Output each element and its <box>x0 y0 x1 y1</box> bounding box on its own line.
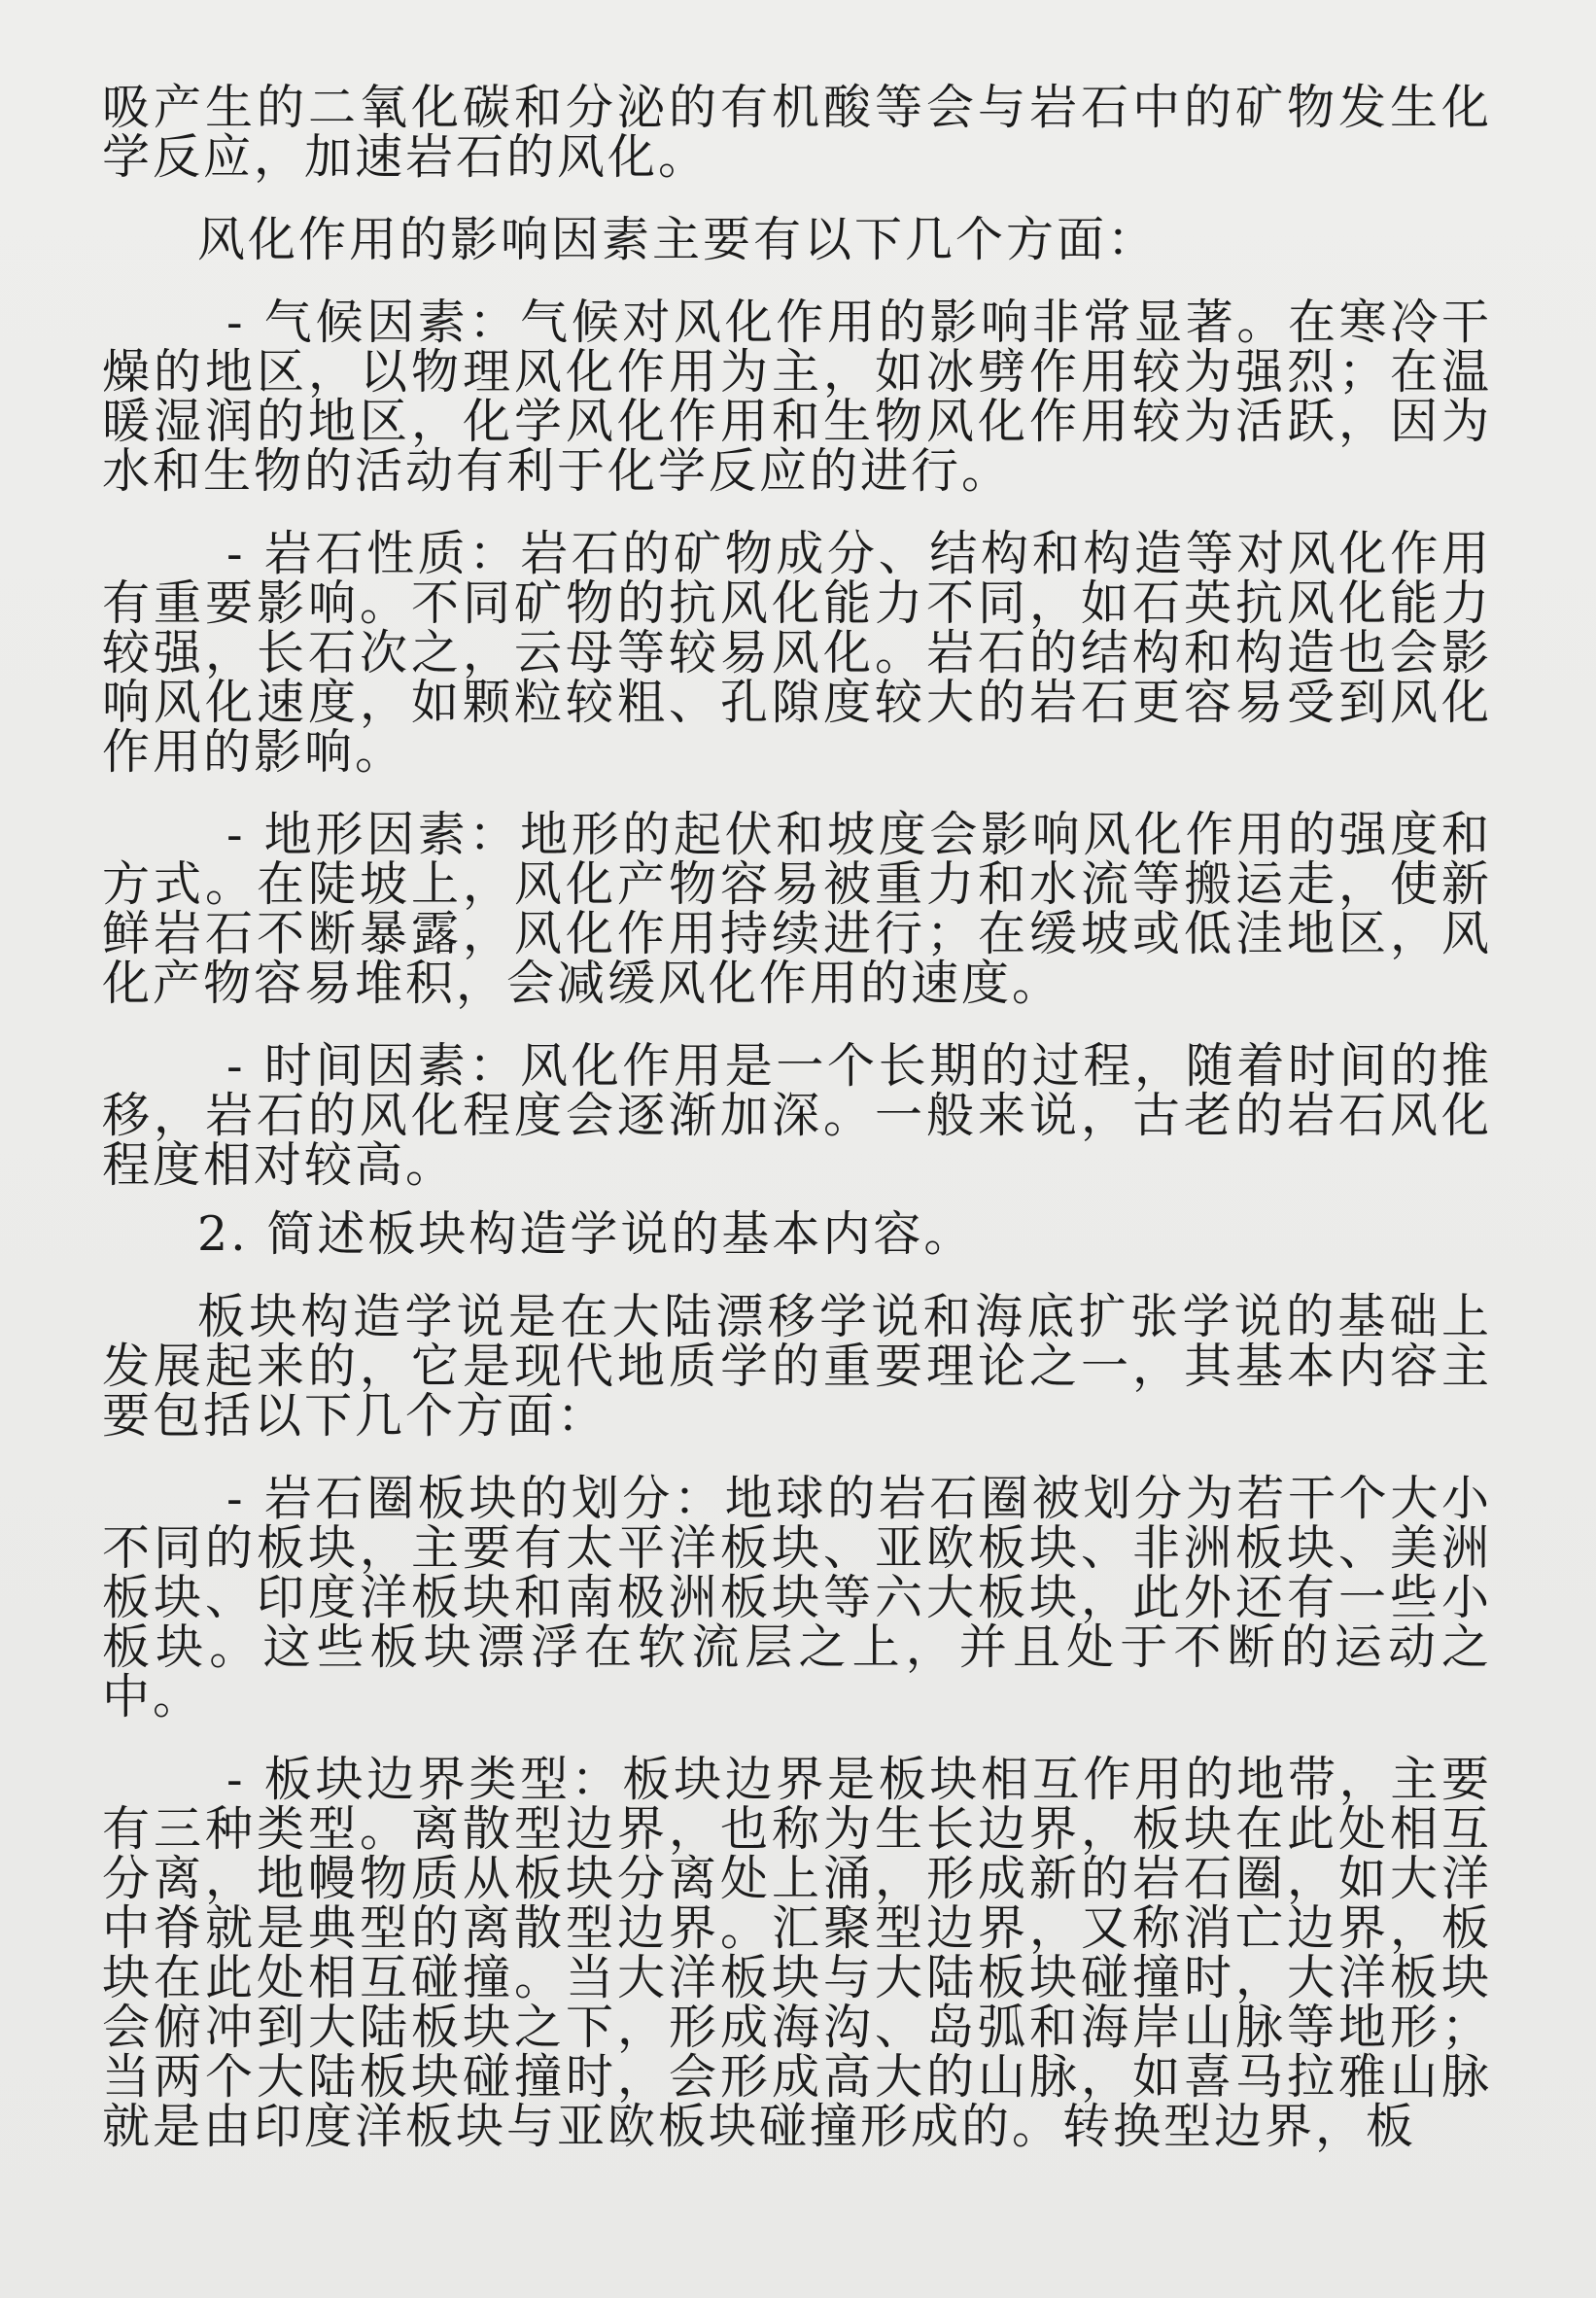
paragraph-intro-continued: 吸产生的二氧化碳和分泌的有机酸等会与岩石中的矿物发生化学反应，加速岩石的风化。 <box>102 80 1492 185</box>
list-item-rock-properties: - 岩石性质：岩石的矿物成分、结构和构造等对风化作用有重要影响。不同矿物的抗风化能力不同，如石英抗风化能力较强，长石次之，云母等较易风化。岩石的结构和构造也会影响风化速度，如颗粒较粗、孔隙度较大的岩石更容易受到风化作用的影响。 <box>102 526 1492 780</box>
list-item-terrain: - 地形因素：地形的起伏和坡度会影响风化作用的强度和方式。在陡坡上，风化产物容易被重力和水流等搬运走，使新鲜岩石不断暴露，风化作用持续进行；在缓坡或低洼地区，风化产物容易堆积，会减缓风化作用的速度。 <box>102 807 1492 1011</box>
list-item-climate: - 气候因素：气候对风化作用的影响非常显著。在寒冷干燥的地区，以物理风化作用为主，如冰劈作用较为强烈；在温暖湿润的地区，化学风化作用和生物风化作用较为活跃，因为水和生物的活动有利于化学反应的进行。 <box>102 295 1492 499</box>
list-item-plate-boundaries: - 板块边界类型：板块边界是板块相互作用的地带，主要有三种类型。离散型边界，也称为生长边界，板块在此处相互分离，地幔物质从板块分离处上涌，形成新的岩石圈，如大洋中脊就是典型的离散型边界。汇聚型边界，又称消亡边界，板块在此处相互碰撞。当大洋板块与大陆板块碰撞时，大洋板块会俯冲到大陆板块之下，形成海沟、岛弧和海岸山脉等地形；当两个大陆板块碰撞时，会形成高大的山脉，如喜马拉雅山脉就是由印度洋板块与亚欧板块碰撞形成的。转换型边界，板 <box>102 1752 1492 2154</box>
document-body <box>102 80 1492 2184</box>
question-2-heading: 2. 简述板块构造学说的基本内容。 <box>197 1206 975 1262</box>
list-item-plate-division: - 岩石圈板块的划分：地球的岩石圈被划分为若干个大小不同的板块，主要有太平洋板块、亚欧板块、非洲板块、美洲板块、印度洋板块和南极洲板块等六大板块，此外还有一些小板块。这些板块漂浮在软流层之上，并且处于不断的运动之中。 <box>102 1471 1492 1724</box>
list-item-time: - 时间因素：风化作用是一个长期的过程，随着时间的推移，岩石的风化程度会逐渐加深。一般来说，古老的岩石风化程度相对较高。 <box>102 1038 1492 1193</box>
paragraph-weathering-factors-heading: 风化作用的影响因素主要有以下几个方面： <box>197 212 1159 267</box>
paragraph-plate-tectonics-intro: 板块构造学说是在大陆漂移学说和海底扩张学说的基础上发展起来的，它是现代地质学的重要理论之一，其基本内容主要包括以下几个方面： <box>102 1289 1492 1444</box>
